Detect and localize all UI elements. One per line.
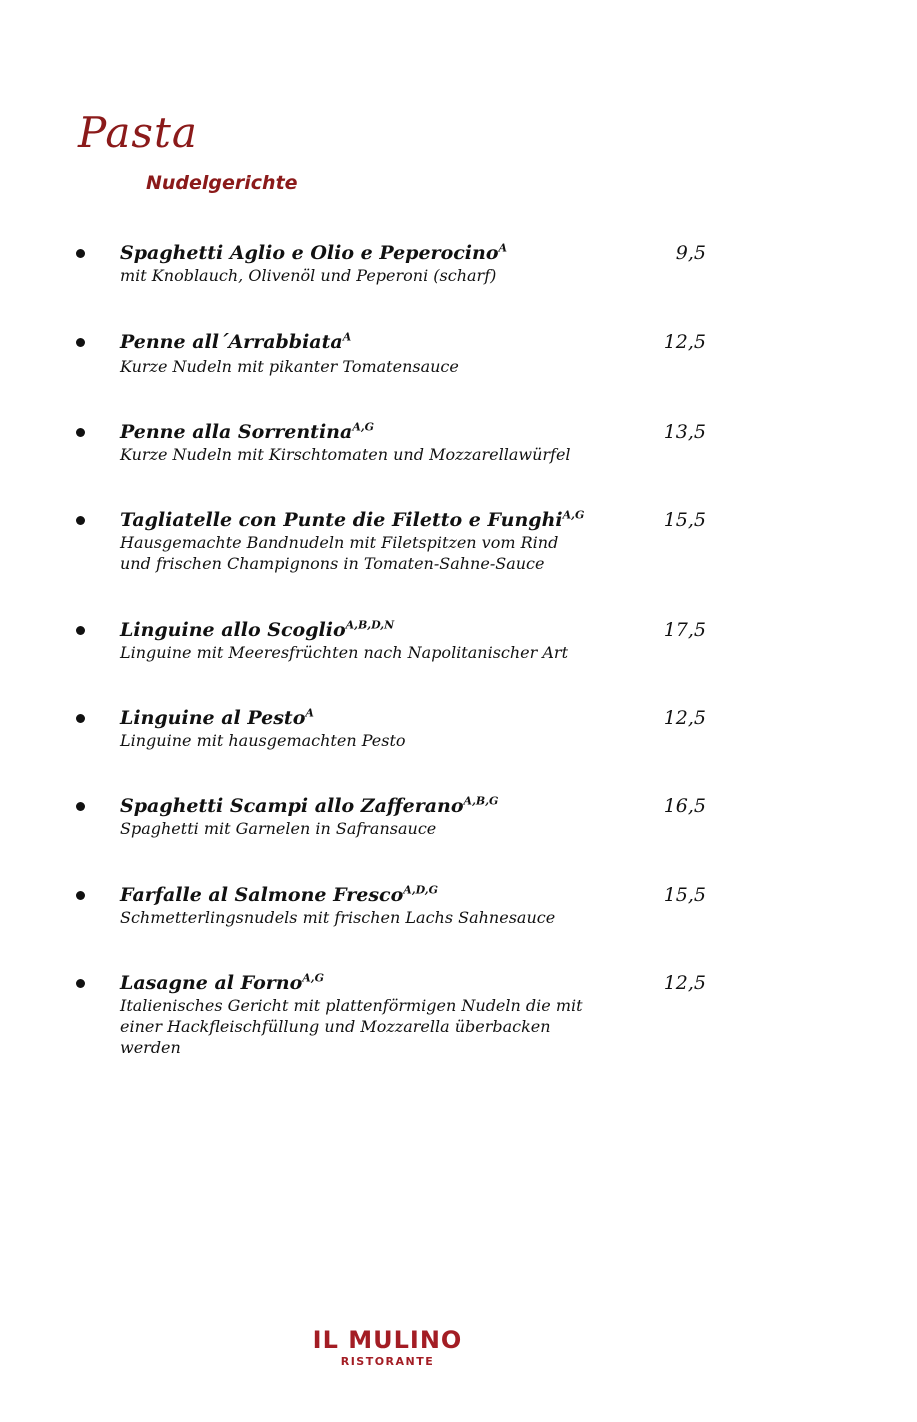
bullet-icon bbox=[76, 428, 85, 437]
menu-item-description: Schmetterlingsnudels mit frischen Lachs Sahnesauce bbox=[120, 908, 556, 927]
menu-item-name bbox=[120, 421, 374, 443]
menu-item-price: 12,5 bbox=[663, 972, 706, 994]
bullet-icon bbox=[76, 979, 85, 988]
menu-item-description: Italienisches Gericht mit plattenförmigen Nudeln die mit einer Hackfleischfüllung und Mozzarella überbacken werden bbox=[120, 996, 583, 1057]
menu-item-title: Penne all´Arrabbiata bbox=[120, 331, 343, 353]
bullet-icon bbox=[76, 249, 85, 258]
logo-name: IL MULINO bbox=[312, 1326, 463, 1354]
menu-item-allergens: A bbox=[305, 706, 314, 720]
menu-item-name bbox=[120, 707, 314, 729]
page-subtitle: Nudelgerichte bbox=[146, 172, 298, 194]
menu-item-name bbox=[120, 972, 324, 994]
menu-item-price: 16,5 bbox=[663, 795, 706, 817]
menu-item-allergens: A bbox=[342, 330, 352, 344]
menu-item-name bbox=[120, 619, 394, 641]
page-title: Pasta bbox=[78, 108, 198, 157]
menu-item-allergens: A,B,D,N bbox=[345, 618, 395, 632]
menu-item-name bbox=[120, 884, 438, 906]
menu-item-allergens: A,G bbox=[562, 508, 585, 522]
logo-tagline: RISTORANTE bbox=[340, 1355, 435, 1369]
menu-item-description: Kurze Nudeln mit Kirschtomaten und Mozzarellawürfel bbox=[120, 445, 571, 464]
menu-item-name bbox=[120, 331, 351, 353]
bullet-icon bbox=[76, 626, 85, 635]
menu-item-description: mit Knoblauch, Olivenöl und Peperoni (scharf) bbox=[120, 266, 497, 285]
menu-item-price: 12,5 bbox=[663, 707, 706, 729]
menu-item-description: Spaghetti mit Garnelen in Safransauce bbox=[120, 819, 437, 838]
menu-item-description: Hausgemachte Bandnudeln mit Filetspitzen vom Rind und frischen Champignons in Tomaten-Sahne-Sauce bbox=[120, 533, 559, 573]
bullet-icon bbox=[76, 802, 85, 811]
menu-item-name bbox=[120, 795, 498, 817]
restaurant-logo bbox=[300, 1327, 475, 1369]
menu-item-title: Farfalle al Salmone Fresco bbox=[120, 884, 404, 906]
menu-item-title: Spaghetti Scampi allo Zafferano bbox=[120, 795, 464, 817]
menu-item-title: Penne alla Sorrentina bbox=[120, 421, 353, 443]
menu-item-name bbox=[120, 509, 584, 531]
menu-item-description: Linguine mit Meeresfrüchten nach Napolitanischer Art bbox=[120, 643, 568, 662]
menu-item-price: 13,5 bbox=[663, 421, 706, 443]
menu-item-title: Linguine al Pesto bbox=[120, 707, 306, 729]
menu-item-price: 12,5 bbox=[663, 331, 706, 353]
menu-item-price: 9,5 bbox=[675, 242, 706, 264]
menu-item-description: Kurze Nudeln mit pikanter Tomatensauce bbox=[120, 357, 459, 376]
menu-item-title: Spaghetti Aglio e Olio e Peperocino bbox=[120, 242, 499, 264]
menu-item-title: Linguine allo Scoglio bbox=[120, 619, 346, 641]
menu-item-price: 17,5 bbox=[663, 619, 706, 641]
menu-item-allergens: A,B,G bbox=[463, 794, 499, 808]
bullet-icon bbox=[76, 891, 85, 900]
bullet-icon bbox=[76, 516, 85, 525]
menu-item-allergens: A,G bbox=[302, 971, 325, 985]
menu-item-title: Lasagne al Forno bbox=[120, 972, 303, 994]
menu-item-price: 15,5 bbox=[663, 509, 706, 531]
menu-item-name bbox=[120, 242, 507, 264]
menu-item-allergens: A bbox=[498, 241, 508, 255]
menu-item-description: Linguine mit hausgemachten Pesto bbox=[120, 731, 406, 750]
menu-item-title: Tagliatelle con Punte die Filetto e Funghi bbox=[120, 509, 563, 531]
bullet-icon bbox=[76, 714, 85, 723]
menu-item-allergens: A,D,G bbox=[403, 883, 439, 897]
menu-item-allergens: A,G bbox=[352, 420, 375, 434]
menu-item-price: 15,5 bbox=[663, 884, 706, 906]
bullet-icon bbox=[76, 338, 85, 347]
